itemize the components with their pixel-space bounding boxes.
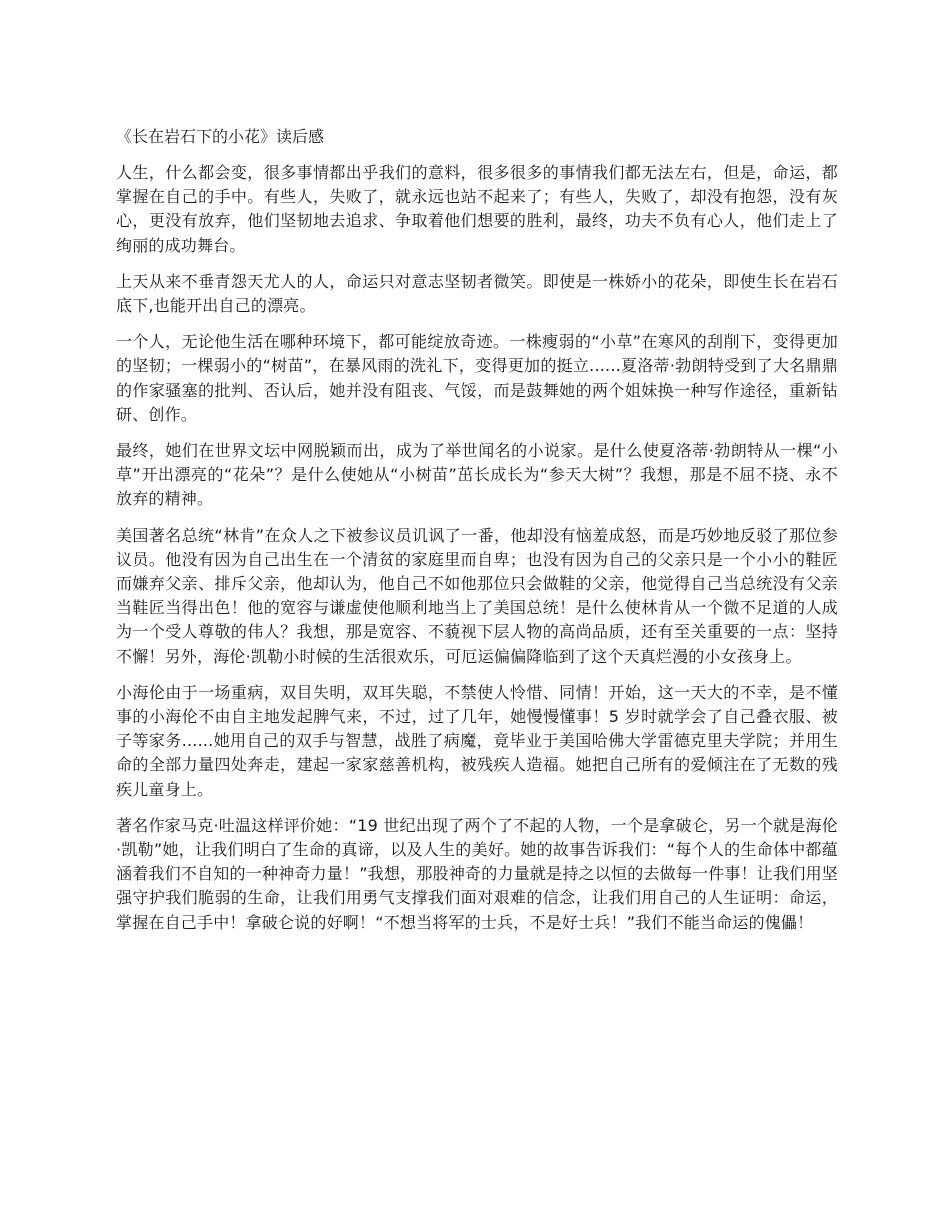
paragraph-2: 上天从来不垂青怨天尤人的人，命运只对意志坚韧者微笑。即使是一株娇小的花朵，即使生长在岩石底下,也能开出自己的漂亮。 xyxy=(116,271,838,316)
paragraph-7: 著名作家马克·吐温这样评价她：“19 世纪出现了两个了不起的人物，一个是拿破仑，另一个就是海伦·凯勒”她，让我们明白了生命的真谛，以及人生的美好。她的故事告诉我们：“每个人的生命体中都蕴涵着我们不自知的一种神奇力量！”我想，那股神奇的力量就是持之以恒的去做每一件事！让我们用坚强守护我们脆弱的生命，让我们用勇气支撑我们面对艰难的信念，让我们用自己的人生证明：命运，掌握在自己手中！拿破仑说的好啊！“不想当将军的士兵，不是好士兵！”我们不能当命运的傀儡！ xyxy=(116,815,838,932)
paragraph-1: 人生，什么都会变，很多事情都出乎我们的意料，很多很多的事情我们都无法左右，但是，命运，都掌握在自己的手中。有些人，失败了，就永远也站不起来了；有些人，失败了，却没有抱怨，没有灰心，更没有放弃，他们坚韧地去追求、争取着他们想要的胜利，最终，功夫不负有心人，他们走上了绚丽的成功舞台。 xyxy=(116,163,838,255)
paragraph-6: 小海伦由于一场重病，双目失明，双耳失聪，不禁使人怜惜、同情！开始，这一天大的不幸，是不懂事的小海伦不由自主地发起脾气来，不过，过了几年，她慢慢懂事！5 岁时就学会了自己叠衣服、被子等家务......她用自己的双手与智慧，战胜了病魔，竟毕业于美国哈佛大学雷德克里夫学院；并用生命的全部力量四处奔走，建起一家家慈善机构，被残疾人造福。她把自己所有的爱倾注在了无数的残疾儿童身上。 xyxy=(116,682,838,799)
paragraph-4: 最终，她们在世界文坛中网脱颖而出，成为了举世闻名的小说家。是什么使夏洛蒂·勃朗特从一棵“小草”开出漂亮的“花朵”？是什么使她从“小树苗”茁长成长为“参天大树”？我想，那是不屈不挠、永不放弃的精神。 xyxy=(116,441,838,509)
document-title: 《长在岩石下的小花》读后感 xyxy=(116,127,325,146)
paragraph-5: 美国著名总统“林肯”在众人之下被参议员讥讽了一番，他却没有恼羞成怒，而是巧妙地反驳了那位参议员。他没有因为自己出生在一个清贫的家庭里而自卑；也没有因为自己的父亲只是一个小小的鞋匠而嫌弃父亲、排斥父亲，他却认为，他自己不如他那位只会做鞋的父亲，他觉得自己当总统没有父亲当鞋匠当得出色！他的宽容与谦虚使他顺利地当上了美国总统！是什么使林肯从一个微不足道的人成为一个受人尊敬的伟人？我想，那是宽容、不藐视下层人物的高尚品质，还有至关重要的一点：坚持不懈！另外，海伦·凯勒小时候的生活很欢乐，可厄运偏偏降临到了这个天真烂漫的小女孩身上。 xyxy=(116,525,838,666)
document-body xyxy=(116,125,838,947)
paragraph-3: 一个人，无论他生活在哪种环境下，都可能绽放奇迹。一株瘦弱的“小草”在寒风的刮削下，变得更加的坚韧；一棵弱小的“树苗”，在暴风雨的洗礼下，变得更加的挺立......夏洛蒂·勃朗特受到了大名鼎鼎的作家骚塞的批判、否认后，她并没有阻丧、气馁，而是鼓舞她的两个姐妹换一种写作途径，重新钻研、创作。 xyxy=(116,332,838,424)
